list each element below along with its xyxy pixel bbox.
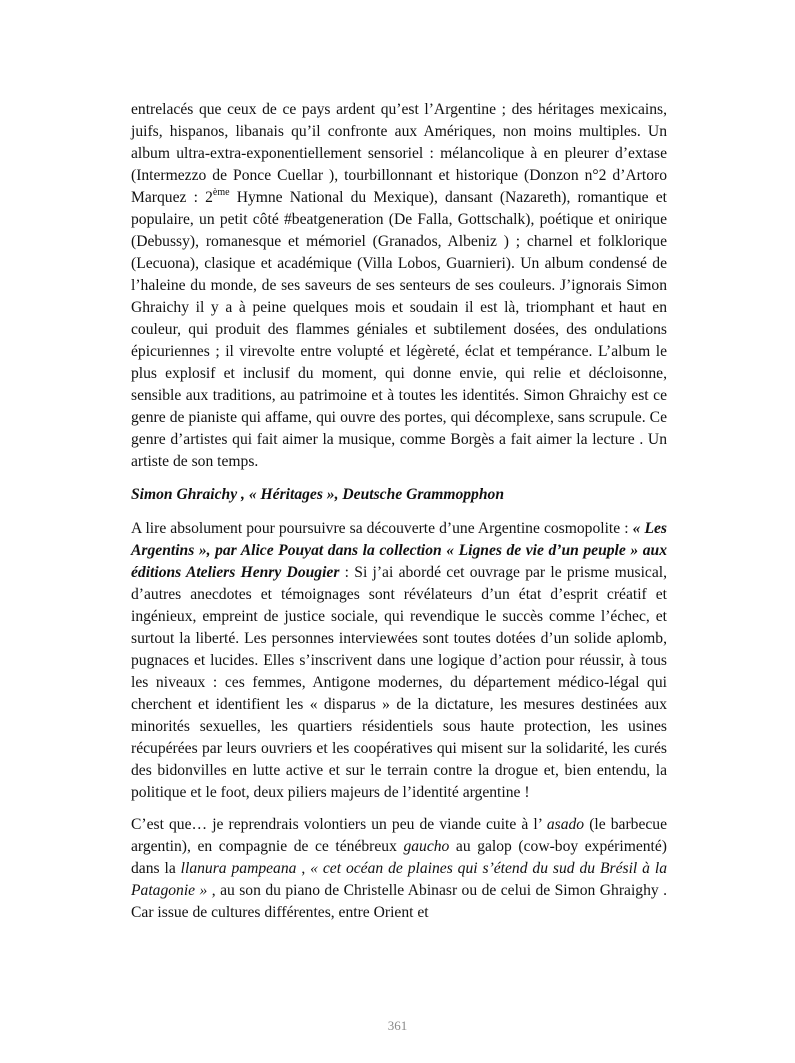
paragraph-text: entrelacés que ceux de ce pays ardent qu’est l’Argentine ; des héritages mexicains, juifs, hispanos, libanais qu’il confronte aux Amériques, non moins multiples. Un album ultra-extra-exponentiellement sensoriel : mélancolique à en pleurer d’extase (Intermezzo de Ponce Cuellar ), tourbillonnant et historique (Donzon n°2 d’Artoro Marquez : 2 xyxy=(131,101,667,206)
album-heading: Simon Ghraichy , « Héritages », Deutsche Grammopphon xyxy=(131,486,504,503)
paragraph-closing xyxy=(131,814,667,924)
book-reference: « Les Argentins », par Alice Pouyat dans la collection « Lignes de vie d’un peuple » aux éditions Ateliers Henry Dougier xyxy=(131,520,667,581)
page-number: 361 xyxy=(387,1018,408,1033)
superscript: ème xyxy=(212,187,230,198)
paragraph-text: (le barbecue argentin), en compagnie de ce ténébreux xyxy=(131,816,668,855)
paragraph-reading-recommendation xyxy=(131,518,667,804)
paragraph-text: au galop (cow-boy expérimenté) dans la xyxy=(131,838,667,877)
paragraph-text: : Si j’ai abordé cet ouvrage par le prisme musical, d’autres anecdotes et témoignages sont révélateurs d’un état d’esprit créatif et ingénieux, empreint de justice sociale, qui revendique le succès comme l’échec, et surtout la liberté. Les personnes interviewées sont toutes dotées d’un solide aplomb, pugnaces et lucides. Elles s’inscrivent dans une logique d’action pour réussir, à tous les niveaux : ces femmes, Antigone modernes, du département médico-légal qui cherchent et identifient les « disparus » de la dictature, les mesures destinées aux minorités sexuelles, les quartiers résidentiels sous haute protection, les usines récupérées par leurs ouvriers et les coopératives qui misent sur la solidarité, les curés des bidonvilles en lutte active et sur le terrain contre la drogue et, bien entendu, la politique et le foot, deux piliers majeurs de l’identité argentine ! xyxy=(131,564,667,801)
document-page xyxy=(131,99,667,934)
paragraph-text: , xyxy=(296,860,311,877)
italic-term: asado xyxy=(546,816,585,833)
paragraph-text: C’est que… je reprendrais volontiers un peu de viande cuite à l’ xyxy=(131,816,547,833)
paragraph-text: Hymne National du Mexique), dansant (Nazareth), romantique et populaire, un petit côté #beatgeneration (De Falla, Gottschalk), poétique et onirique (Debussy), romanesque et mémoriel (Granados, Albeniz ) ; charnel et folklorique (Lecuona), clasique et académique (Villa Lobos, Guarnieri). Un album condensé de l’haleine du monde, de ses saveurs de ses senteurs de ses couleurs. J’ignorais Simon Ghraichy il y a à peine quelques mois et soudain il est là, triomphant et haut en couleur, qui produit des flammes géniales et subtilement dosées, des ondulations épicuriennes ; il virevolte entre volupté et légèreté, éclat et tempérance. L’album le plus explosif et inclusif du moment, qui donne envie, qui relie et décloisonne, sensible aux traditions, au patrimoine et à toutes les identités. Simon Ghraichy est ce genre de pianiste qui affame, qui ouvre des portes, qui décomplexe, sans scrupule. Ce genre d’artistes qui fait aimer la musique, comme Borgès a fait aimer la lecture . Un artiste de son temps. xyxy=(131,189,667,470)
paragraph-text: A lire absolument pour poursuivre sa découverte d’une Argentine cosmopolite : xyxy=(131,520,629,537)
paragraph-album-review xyxy=(131,99,667,473)
italic-term: llanura pampeana xyxy=(180,860,297,877)
italic-term: gaucho xyxy=(403,838,450,855)
paragraph-text: , au son du piano de Christelle Abinasr ou de celui de Simon Ghraighy . Car issue de cultures différentes, entre Orient et xyxy=(131,882,667,921)
italic-quote: « cet océan de plaines qui s’étend du sud du Brésil à la Patagonie » xyxy=(131,860,667,899)
